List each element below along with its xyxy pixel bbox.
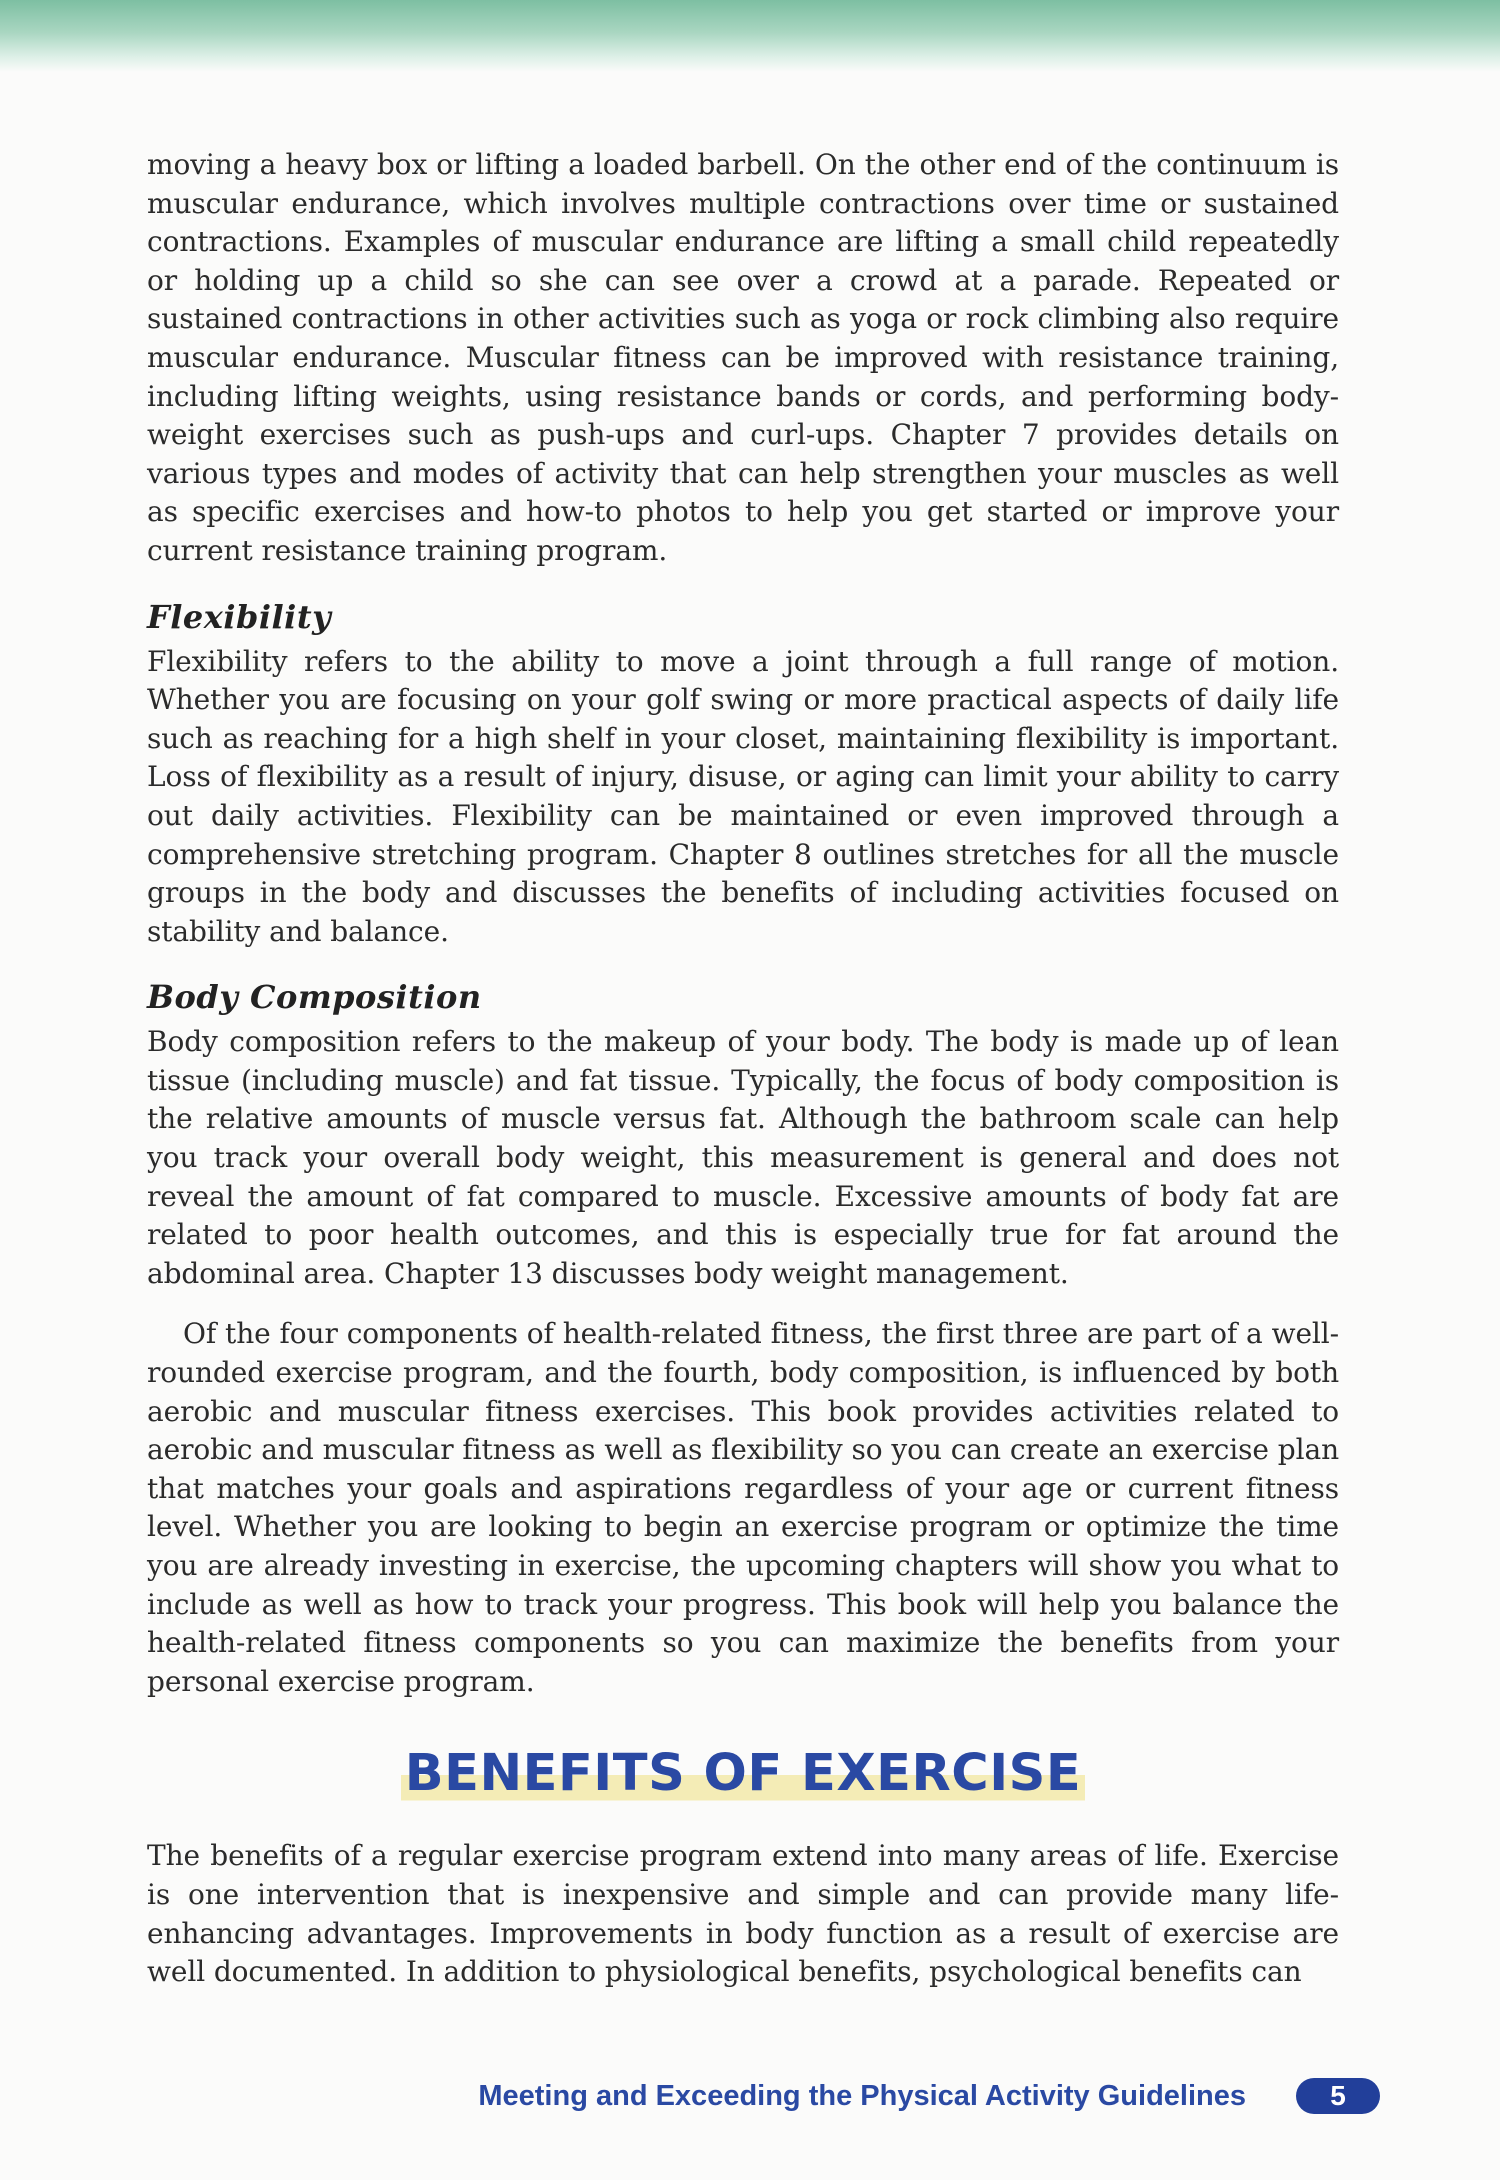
paragraph-flexibility: Flexibility refers to the ability to move a joint through a full range of motion. Whether you are focusing on your golf swing or more practical aspects of daily life such as reaching for a high shelf in your closet, maintaining flexibility is important. Loss of flexibility as a result of injury, disuse, or aging can limit your ability to carry out daily activities. Flexibility can be maintained or even improved through a comprehensive stretching program. Chapter 8 outlines stretches for all the muscle groups in the body and discusses the benefits of including activities focused on stability and balance. [147, 644, 1339, 948]
paragraph-summary: Of the four components of health-related fitness, the first three are part of a well-rounded exercise program, and the fourth, body composition, is influenced by both aerobic and muscular fitness exercises. This book provides activities related to aerobic and muscular fitness as well as flexibility so you can create an exercise plan that matches your goals and aspirations regardless of your age or current fitness level. Whether you are looking to begin an exercise program or optimize the time you are already investing in exercise, the upcoming chapters will show you what to include as well as how to track your progress. This book will help you balance the health-related fitness components so you can maximize the benefits from your personal exercise program. [147, 1317, 1339, 1698]
paragraph-gap [147, 1293, 1339, 1315]
page-number-badge: 5 [1296, 2078, 1380, 2114]
subheading-body-composition: Body Composition [147, 978, 482, 1017]
section-heading-benefits: BENEFITS OF EXERCISE [401, 1745, 1086, 1803]
paragraph-benefits: The benefits of a regular exercise program extend into many areas of life. Exercise is one intervention that is inexpensive and simple and can provide many life-enhancing advantages. Improvements in body function as a result of exercise are well documented. In addition to physiological benefits, psychological benefits can [147, 1839, 1339, 1989]
top-color-band [0, 0, 1500, 72]
subheading-flexibility: Flexibility [147, 597, 332, 636]
paragraph-body-composition: Body composition refers to the makeup of your body. The body is made up of lean tissue (including muscle) and fat tissue. Typically, the focus of body composition is the relative amounts of muscle versus fat. Although the bathroom scale can help you track your overall body weight, this measurement is general and does not reveal the amount of fat compared to muscle. Excessive amounts of body fat are related to poor health outcomes, and this is especially true for fat around the abdominal area. Chapter 13 discusses body weight management. [147, 1025, 1339, 1290]
page-body [147, 146, 1339, 1992]
page-footer [440, 2076, 1380, 2116]
section-heading-container [147, 1745, 1339, 1803]
running-title: Meeting and Exceeding the Physical Activity Guidelines [478, 2079, 1246, 2112]
paragraph-muscular-endurance: moving a heavy box or lifting a loaded barbell. On the other end of the continuum is muscular endurance, which involves multiple contractions over time or sustained contractions. Examples of muscular endurance are lifting a small child repeatedly or holding up a child so she can see over a crowd at a parade. Repeated or sustained contractions in other activities such as yoga or rock climbing also require muscular endurance. Muscular fitness can be improved with resistance training, including lifting weights, using resistance bands or cords, and performing body-weight exercises such as push-ups and curl-ups. Chapter 7 provides details on various types and modes of activity that can help strengthen your muscles as well as specific exercises and how-to photos to help you get started or improve your current resistance training program. [147, 148, 1339, 567]
